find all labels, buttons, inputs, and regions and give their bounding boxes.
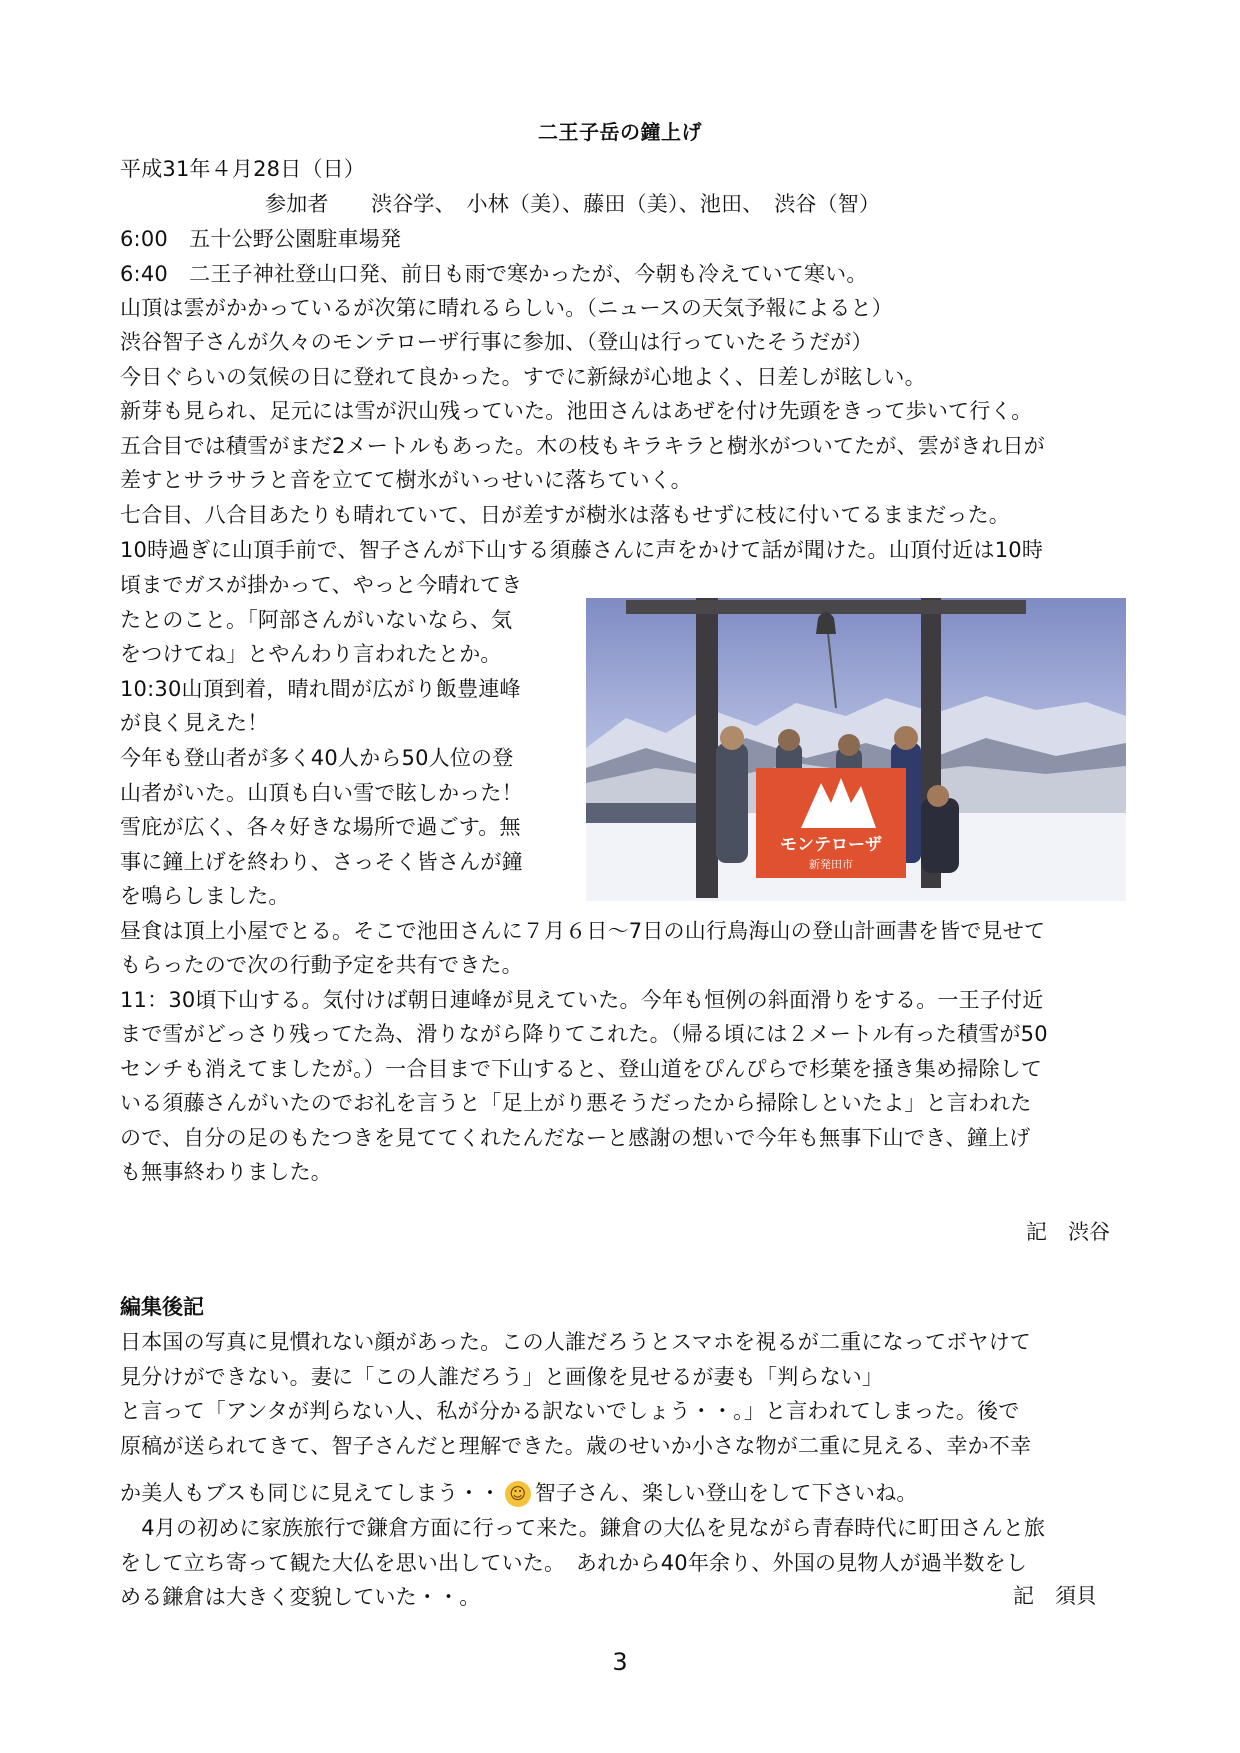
body-line: 事に鐘上げを終わり、さっそく皆さんが鐘: [120, 850, 523, 874]
editor-heading: 編集後記: [120, 1295, 204, 1319]
editor-line: める鎌倉は大きく変貌していた・・。: [120, 1585, 481, 1609]
laughing-emoji-icon: ☺: [505, 1481, 531, 1507]
editor-emoji-line-after: 智子さん、楽しい登山をして下さいね。: [534, 1481, 918, 1505]
body-line: 七合目、八合目あたりも晴れていて、日が差すが樹氷は落もせずに枝に付いてるままだった。: [120, 503, 1010, 527]
flag-subtext: 新発田市: [809, 858, 853, 871]
body-line: いる須藤さんがいたのでお礼を言うと「足上がり悪そうだったから掃除しといたよ」と言われた: [120, 1091, 1032, 1115]
body-line: 雪庇が広く、各々好きな場所で過ごす。無: [120, 815, 521, 839]
page-number: 3: [612, 1648, 628, 1676]
editor-line: 日本国の写真に見慣れない顔があった。この人誰だろうとスマホを視るが二重になってボヤけて: [120, 1330, 1031, 1354]
body-line: 今日ぐらいの気候の日に登れて良かった。すでに新緑が心地よく、日差しが眩しい。: [120, 365, 926, 389]
body-line: 参加者 渋谷学、 小林（美）、藤田（美）、池田、 渋谷（智）: [265, 192, 881, 216]
body-line: まで雪がどっさり残ってた為、滑りながら降りてこれた。（帰る頃には２メートル有った積雪が50: [120, 1022, 1048, 1046]
body-line: 頃までガスが掛かって、やっと今晴れてき: [120, 573, 523, 597]
body-line: 昼食は頂上小屋でとる。そこで池田さんに７月６日〜7日の山行鳥海山の登山計画書を皆で見せて: [120, 919, 1046, 943]
editor-line: 見分けができない。妻に「この人誰だろう」と画像を見せるが妻も「判らない」: [120, 1365, 884, 1389]
body-line: 渋谷智子さんが久々のモンテローザ行事に参加、（登山は行っていたそうだが）: [120, 330, 873, 354]
body-line: も無事終わりました。: [120, 1160, 332, 1184]
body-line: 五合目では積雪がまだ2メートルもあった。木の枝もキラキラと樹氷がついてたが、雲がきれ日が: [120, 434, 1045, 458]
body-line: 10:30山頂到着，晴れ間が広がり飯豊連峰: [120, 677, 521, 701]
summit-photo: [586, 598, 1126, 901]
body-line: を鳴らしました。: [120, 884, 290, 908]
body-line: 10時過ぎに山頂手前で、智子さんが下山する須藤さんに声をかけて話が聞けた。山頂付近は10時: [120, 538, 1044, 562]
body-line: 6:40 二王子神社登山口発、前日も雨で寒かったが、今朝も冷えていて寒い。: [120, 262, 868, 286]
flag-text: モンテローザ: [780, 835, 882, 855]
body-line: 差すとサラサラと音を立てて樹氷がいっせいに落ちていく。: [120, 468, 692, 492]
body-line: 11：30頃下山する。気付けば朝日連峰が見えていた。今年も恒例の斜面滑りをする。一王子付近: [120, 988, 1044, 1012]
editor-emoji-line: [120, 1476, 918, 1510]
body-line: 新芽も見られ、足元には雪が沢山残っていた。池田さんはあぜを付け先頭をきって歩いて行く。: [120, 399, 1033, 423]
body-line: センチも消えてましたが。）一合目まで下山すると、登山道をぴんぴらで杉葉を掻き集め掃除して: [120, 1057, 1043, 1081]
signature-sugai: 記 須貝: [1013, 1584, 1097, 1608]
body-line: 6:00 五十公野公園駐車場発: [120, 227, 402, 251]
body-line: が良く見えた！: [120, 711, 269, 735]
editor-line: と言って「アンタが判らない人、私が分かる訳ないでしょう・・。」と言われてしまった。後で: [120, 1399, 1020, 1423]
editor-line: 原稿が送られてきて、智子さんだと理解できた。歳のせいか小さな物が二重に見える、幸か不幸: [120, 1434, 1032, 1458]
body-line: たとのこと。「阿部さんがいないなら、気: [120, 608, 513, 632]
body-line: もらったので次の行動予定を共有できた。: [120, 953, 523, 977]
body-line: 今年も登山者が多く40人から50人位の登: [120, 746, 514, 770]
editor-line: 4月の初めに家族旅行で鎌倉方面に行って来た。鎌倉の大仏を見ながら青春時代に町田さんと旅: [120, 1516, 1046, 1540]
editor-emoji-line-before: か美人もブスも同じに見えてしまう・・: [120, 1481, 501, 1505]
signature-shibuya: 記 渋谷: [1026, 1220, 1110, 1244]
body-line: ので、自分の足のもたつきを見ててくれたんだなーと感謝の想いで今年も無事下山でき、鐘上げ: [120, 1126, 1031, 1150]
summit-photo-illustration: [586, 598, 1126, 901]
article-title: 二王子岳の鐘上げ: [538, 120, 702, 144]
body-line: 山頂は雲がかかっているが次第に晴れるらしい。（ニュースの天気予報によると）: [120, 296, 893, 320]
body-line: をつけてね」とやんわり言われたとか。: [120, 642, 502, 666]
body-line: 山者がいた。山頂も白い雪で眩しかった！: [120, 781, 523, 805]
body-line: 平成31年４月28日（日）: [120, 157, 366, 181]
editor-line: をして立ち寄って観た大仏を思い出していた。 あれから40年余り、外国の見物人が過半数をし: [120, 1551, 1028, 1575]
